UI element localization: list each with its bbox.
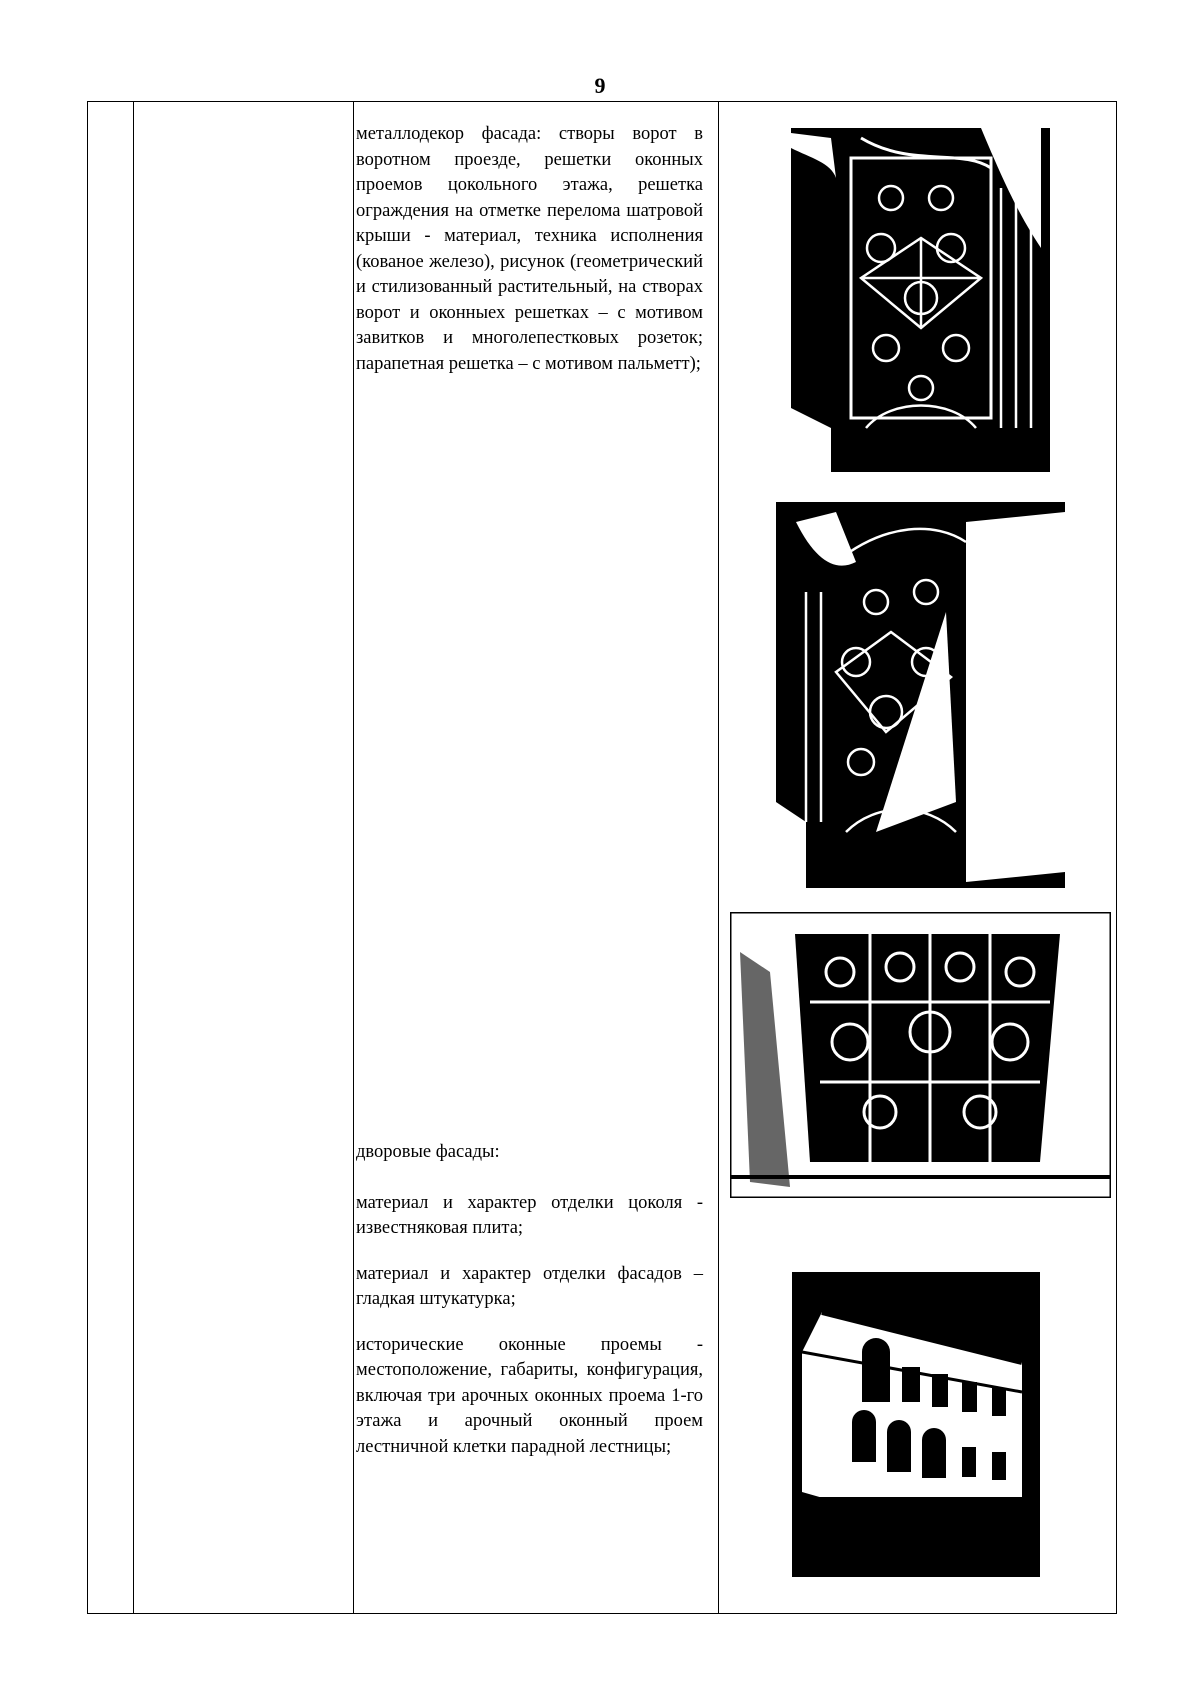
wrought-iron-gate-photo bbox=[791, 128, 1050, 472]
metal-decor-text: металлодекор фасада: створы ворот в воротном проезде, решетки оконных проемов цокольного этажа, решетка ограждения на отметке перелома шатровой крыши - материал, техника исполнения (кованое железо), рисунок (геометрический и стилизованный растительный, на створах ворот и оконныех решетках – с мотивом завитков и многолепестковых розеток; парапетная решетка – с мотивом пальметт); bbox=[356, 124, 703, 374]
courtyard-facade-photo bbox=[792, 1272, 1040, 1577]
column-divider bbox=[133, 102, 134, 1613]
window-grille-photo bbox=[730, 912, 1111, 1198]
column-divider bbox=[718, 102, 719, 1613]
facades-text: материал и характер отделки фасадов – гладкая штукатурка; bbox=[356, 1263, 703, 1309]
page-number: 9 bbox=[594, 73, 606, 98]
courtyard-section bbox=[356, 1140, 703, 1460]
metal-decor-description bbox=[356, 122, 703, 377]
courtyard-heading: дворовые фасады: bbox=[356, 1142, 500, 1162]
plinth-text: материал и характер отделки цоколя - известняковая плита; bbox=[356, 1192, 703, 1238]
column-divider bbox=[353, 102, 354, 1613]
wrought-iron-gate-photo bbox=[776, 502, 1065, 888]
windows-text: исторические оконные проемы - местоположение, габариты, конфигурация, включая три арочных оконных проема 1-го этажа и арочный оконный проем лестничной клетки парадной лестницы; bbox=[356, 1334, 703, 1457]
